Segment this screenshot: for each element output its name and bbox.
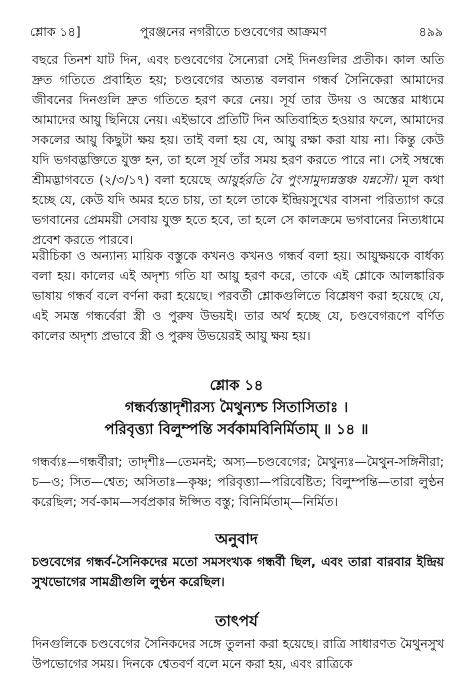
- body-paragraph-1: [32, 50, 444, 250]
- bhagavatam-quote: আয়ুর্হরতি বৈ পুংসামুদ্যন্নস্তঞ্চ যন্নসৌ।: [216, 172, 397, 187]
- header-page-number: ৪৯৯: [418, 24, 443, 39]
- purport-heading: তাৎপর্য: [215, 612, 258, 630]
- paragraph-1-text-b: মূল কথা হচ্ছে যে, কেউ যদি অমর হতে চায়, তা হলে তাকে ইন্দ্রিয়সুখের বাসনা পরিত্যাগ করে ভগবানের প্রেমময়ী সেবায় যুক্ত হতে হবে, তা হলে সে কালক্রমে ভগবানের নিত্যধামে প্রবেশ করতে পারবে।: [32, 172, 444, 247]
- purport-text: দিনগুলিকে চণ্ডবেগের সৈনিকদের সঙ্গে তুলনা করা হয়েছে। রাত্রি সাধারণত মৈথুনসুখ উপভোগের সময়। দিনকে শ্বেতবর্ণ বলে মনে করা হয়, এবং রাত্রিকে: [32, 636, 444, 671]
- translation-text: চণ্ডবেগের গন্ধর্ব-সৈনিকদের মতো সমসংখ্যক গন্ধর্বী ছিল, এবং তারা বারবার ইন্দ্রিয় সুখভোগের সামগ্রীগুলি লুণ্ঠন করেছিল।: [32, 554, 444, 589]
- verse-heading: শ্লোক ১৪: [209, 378, 264, 394]
- header-verse-ref: শ্লোক ১৪]: [30, 24, 81, 39]
- translation-heading: অনুবাদ: [215, 530, 258, 548]
- verse-line-2: পরিবৃত্ত্যা বিলুম্পন্তি সর্বকামবিনির্মিতাম্ ॥ ১৪ ॥: [104, 422, 369, 438]
- synonyms: গন্ধর্ব্যঃ—গন্ধর্বীরা; তাদৃশীঃ—তেমনই; অস্য—চণ্ডবেগের; মৈথুন্যঃ—মৈথুন-সঙ্গিনীরা; চ—ও; সিত—শ্বেত; অসিতাঃ—কৃষ্ণ; পরিবৃত্ত্যা—পরিবেষ্টিত; বিলুম্পন্তি—তারা লুণ্ঠন করেছিল; সর্ব-কাম—সর্বপ্রকার ঈপ্সিত বস্তু; বিনির্মিতাম্—নির্মিত।: [32, 454, 444, 509]
- paragraph-1-text-a: বছরে তিনশ যাট দিন, এবং চণ্ডবেগের সৈন্যেরা সেই দিনগুলির প্রতীক। কাল অতি দ্রুত গতিতে প্রবাহিত হয়; চণ্ডবেগের অত্যন্ত বলবান গন্ধর্ব সৈনিকেরা আমাদের জীবনের দিনগুলি দ্রুত গতিতে হরণ করে নেয়। সূর্য তার উদয় ও অস্তের মাধ্যমে আমাদের আয়ু ছিনিয়ে নেয়। এইভাবে প্রতিটি দিন অতিবাহিত হওয়ার ফলে, আমাদের সকলের আয়ু কিছুটা ক্ষয় হয়। তাই বলা হয় যে, আয়ু রক্ষা করা যায় না। কিন্তু কেউ যদি ভগবদ্ভক্তিতে যুক্ত হন, তা হলে সূর্য তাঁর সময় হরণ করতে পারে না। সেই সম্বন্ধে শ্রীমদ্ভাগবতে (২/৩/১৭) বলা হয়েছে: [32, 52, 444, 187]
- body-paragraph-2: মরীচিকা ও অন্যান্য মায়িক বস্তুকে কখনও কখনও গন্ধর্ব বলা হয়। আয়ুক্ষয়কে বার্ধক্য বলা হয়। কালের এই অদৃশ্য গতি যা আয়ু হরণ করে, তাকে এই শ্লোকে আলঙ্কারিক ভাষায় গন্ধর্ব বলে বর্ণনা করা হয়েছে। পরবর্তী শ্লোকগুলিতে বিশ্লেষণ করা হয়েছে যে, এই সমস্ত গন্ধর্বেরা স্ত্রী ও পুরুষ উভয়ই। তার অর্থ হচ্ছে যে, চণ্ডবেগরূপে বর্ণিত কালের অদৃশ্য প্রভাবে স্ত্রী ও পুরুষ উভয়েরই আয়ু ক্ষয় হয়।: [32, 248, 444, 343]
- header-chapter-title: পুরঞ্জনের নগরীতে চণ্ডবেগের আক্রমণ: [140, 24, 327, 39]
- verse-line-1: গন্ধর্ব্যস্তাদৃশীরস্য মৈথুন্যশ্চ সিতাসিতাঃ ।: [124, 400, 349, 416]
